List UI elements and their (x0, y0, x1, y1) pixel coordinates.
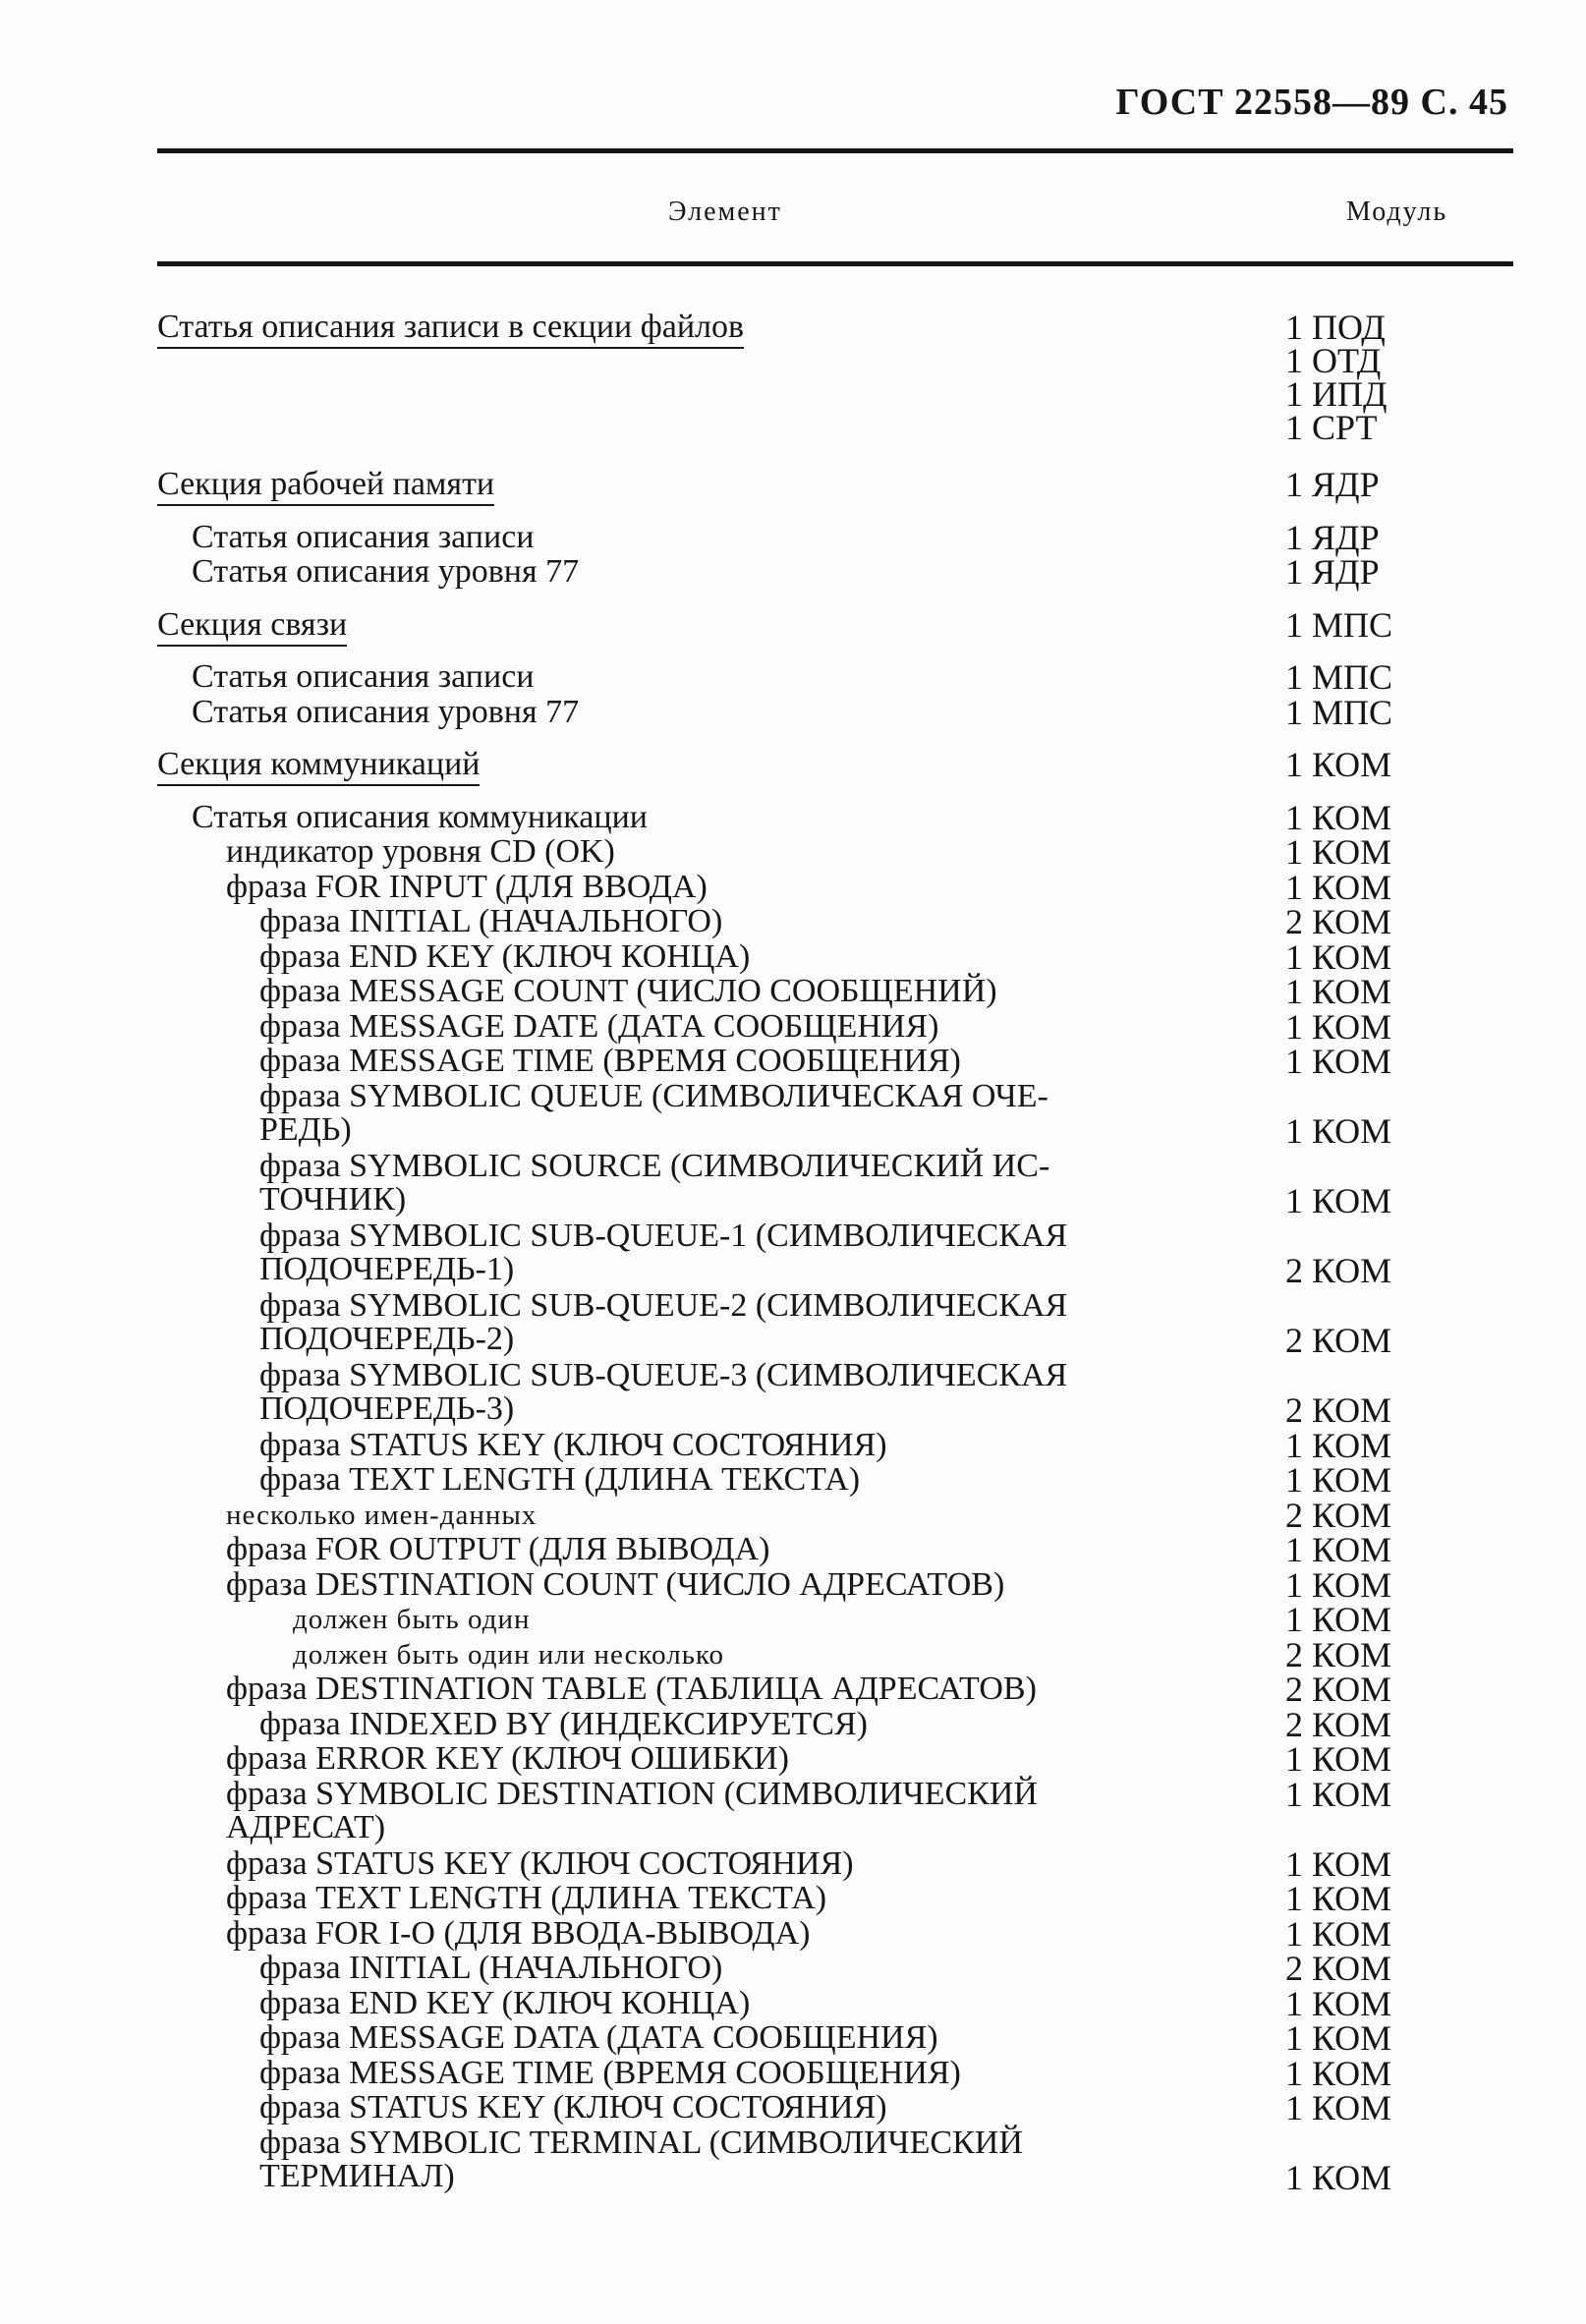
module-value: 1 КОМ (1285, 1111, 1392, 1151)
module-value: 1 КОМ (1285, 1600, 1392, 1639)
module-cell (1285, 1425, 1392, 1465)
element-name: должен быть один или несколько (293, 1638, 725, 1671)
module-value: 1 ИПД (1285, 374, 1388, 414)
element-name: фраза SYMBOLIC SUB-QUEUE-2 (СИМВОЛИЧЕСКАЯ ПОДОЧЕРЕДЬ-2) (259, 1286, 1068, 1357)
module-value: 1 КОМ (1285, 1460, 1392, 1500)
module-cell (1285, 1600, 1392, 1639)
module-cell (1285, 797, 1392, 837)
element-name: фраза END KEY (КЛЮЧ КОНЦА) (259, 1984, 751, 2021)
element-name: фраза SYMBOLIC DESTINATION (СИМВОЛИЧЕСКИЙ АДРЕСАТ) (226, 1775, 1038, 1845)
element-name: фраза DESTINATION COUNT (ЧИСЛО АДРЕСАТОВ) (226, 1565, 1005, 1603)
module-value: 2 КОМ (1285, 1670, 1392, 1709)
module-cell (1285, 1564, 1392, 1605)
element-name: Статья описания записи (192, 658, 535, 695)
module-value: 1 КОМ (1285, 1006, 1392, 1047)
element-name: индикатор уровня CD (OK) (226, 833, 615, 870)
module-value: 1 КОМ (1285, 1913, 1392, 1954)
module-cell (1285, 1321, 1392, 1360)
element-name: Секция коммуникаций (157, 748, 1258, 781)
module-value: 1 КОМ (1285, 1042, 1392, 1081)
module-cell (1285, 867, 1392, 907)
module-value: 2 КОМ (1285, 1704, 1392, 1744)
module-cell (1285, 1181, 1392, 1220)
module-cell (1285, 604, 1393, 645)
element-name: фраза INITIAL (НАЧАЛЬНОГО) (259, 1950, 723, 1986)
element-name: фраза SYMBOLIC SOURCE (СИМВОЛИЧЕСКИЙ ИС- ТОЧНИК) (259, 1147, 1050, 1218)
module-value: 1 КОМ (1285, 1425, 1392, 1465)
element-name: фраза INITIAL (НАЧАЛЬНОГО) (259, 903, 723, 939)
module-value: 2 КОМ (1285, 1495, 1392, 1535)
module-value: 1 МПС (1285, 692, 1393, 732)
module-cell (1285, 2018, 1392, 2058)
module-value: 1 ЯДР (1285, 517, 1380, 557)
module-cell (1285, 465, 1380, 504)
element-name: фраза TEXT LENGTH (ДЛИНА ТЕКСТА) (226, 1880, 827, 1916)
module-cell (1285, 2088, 1392, 2127)
module-cell (1285, 1006, 1392, 1047)
module-value: 1 ПОД (1285, 308, 1386, 347)
module-value: 1 МПС (1285, 657, 1393, 697)
module-cell (1285, 1111, 1392, 1151)
module-cell (1285, 745, 1392, 784)
module-cell (1285, 972, 1392, 1011)
module-cell (1285, 1460, 1392, 1500)
module-value: 1 КОМ (1285, 972, 1392, 1011)
header-rule (157, 261, 1513, 266)
module-cell (1285, 1983, 1392, 2023)
element-name: Статья описания записи (192, 518, 535, 555)
module-cell (1285, 1913, 1392, 1954)
element-name: Статья описания коммуникации (192, 798, 648, 835)
module-value: 1 МПС (1285, 604, 1393, 645)
module-value: 1 КОМ (1285, 1774, 1392, 1814)
element-name: фраза END KEY (КЛЮЧ КОНЦА) (259, 937, 751, 975)
module-value: 1 СРТ (1285, 408, 1378, 447)
module-value: 1 КОМ (1285, 2018, 1392, 2058)
element-name: Статья описания уровня 77 (192, 693, 580, 730)
element-name: фраза SYMBOLIC TERMINAL (СИМВОЛИЧЕСКИЙ ТЕРМИНАЛ) (259, 2124, 1023, 2194)
module-cell (1285, 1843, 1392, 1884)
element-name: фраза STATUS KEY (КЛЮЧ СОСТОЯНИЯ) (259, 2089, 887, 2126)
module-value: 2 КОМ (1285, 1390, 1392, 1430)
element-name: Секция связи (157, 608, 1258, 642)
module-value: 2 КОМ (1285, 1251, 1392, 1290)
element-name: фраза MESSAGE TIME (ВРЕМЯ СООБЩЕНИЯ) (259, 2054, 961, 2091)
module-value: 1 КОМ (1285, 832, 1392, 872)
module-cell (1285, 692, 1393, 732)
element-name: фраза DESTINATION TABLE (ТАБЛИЦА АДРЕСАТОВ) (226, 1671, 1037, 1707)
element-name: фраза SYMBOLIC SUB-QUEUE-3 (СИМВОЛИЧЕСКАЯ ПОДОЧЕРЕДЬ-3) (259, 1356, 1068, 1427)
module-value: 1 КОМ (1285, 936, 1392, 977)
module-cell (1285, 1042, 1392, 1081)
element-name: фраза TEXT LENGTH (ДЛИНА ТЕКСТА) (259, 1461, 861, 1498)
element-name: Статья описания уровня 77 (192, 553, 580, 590)
module-cell (1285, 2053, 1392, 2093)
element-name: фраза FOR OUTPUT (ДЛЯ ВЫВОДА) (226, 1531, 770, 1567)
module-cell (1285, 2158, 1392, 2197)
module-value: 2 КОМ (1285, 1949, 1392, 1988)
element-name: фраза INDEXED BY (ИНДЕКСИРУЕТСЯ) (259, 1705, 868, 1742)
module-cell (1285, 308, 1388, 447)
module-cell (1285, 1251, 1392, 1290)
column-header-element: Элемент (668, 197, 782, 227)
module-value: 2 КОМ (1285, 1321, 1392, 1360)
element-name: фраза MESSAGE DATA (ДАТА СООБЩЕНИЯ) (259, 2019, 938, 2056)
element-name: фраза ERROR KEY (КЛЮЧ ОШИБКИ) (226, 1740, 789, 1777)
module-value: 1 ЯДР (1285, 552, 1380, 592)
module-cell (1285, 552, 1380, 592)
element-name: должен быть один (293, 1604, 531, 1635)
element-name: фраза SYMBOLIC SUB-QUEUE-1 (СИМВОЛИЧЕСКАЯ ПОДОЧЕРЕДЬ-1) (259, 1217, 1068, 1287)
module-value: 1 КОМ (1285, 867, 1392, 907)
module-cell (1285, 1530, 1392, 1569)
element-name: фраза MESSAGE COUNT (ЧИСЛО СООБЩЕНИЙ) (259, 973, 997, 1009)
module-cell (1285, 1704, 1392, 1744)
module-value: 2 КОМ (1285, 902, 1392, 941)
module-cell (1285, 1879, 1392, 1918)
module-cell (1285, 832, 1392, 872)
module-value: 2 КОМ (1285, 1634, 1392, 1674)
module-value: 1 КОМ (1285, 1530, 1392, 1569)
module-value: 1 КОМ (1285, 1879, 1392, 1918)
module-value: 1 КОМ (1285, 2088, 1392, 2127)
module-value: 1 ОТД (1285, 341, 1382, 380)
module-value: 1 КОМ (1285, 1739, 1392, 1779)
module-value: 1 КОМ (1285, 1181, 1392, 1220)
module-value: 1 КОМ (1285, 1564, 1392, 1605)
module-cell (1285, 1670, 1392, 1709)
element-name: фраза MESSAGE DATE (ДАТА СООБЩЕНИЯ) (259, 1007, 939, 1045)
element-name: несколько имен-данных (226, 1499, 538, 1531)
top-rule (157, 148, 1513, 153)
module-value: 1 КОМ (1285, 745, 1392, 784)
module-value: 1 КОМ (1285, 2158, 1392, 2197)
module-cell (1285, 517, 1380, 557)
element-name: фраза FOR I-O (ДЛЯ ВВОДА-ВЫВОДА) (226, 1914, 811, 1952)
element-name: Статья описания записи в секции файлов (157, 311, 1258, 344)
module-cell (1285, 1774, 1392, 1814)
module-value: 1 КОМ (1285, 1983, 1392, 2023)
module-cell (1285, 936, 1392, 977)
module-cell (1285, 1634, 1392, 1674)
element-name: Секция рабочей памяти (157, 468, 1258, 501)
module-value: 1 КОМ (1285, 797, 1392, 837)
module-cell (1285, 657, 1393, 697)
module-cell (1285, 1739, 1392, 1779)
element-name: фраза STATUS KEY (КЛЮЧ СОСТОЯНИЯ) (226, 1844, 854, 1882)
element-name: фраза FOR INPUT (ДЛЯ ВВОДА) (226, 868, 708, 905)
element-name: фраза MESSAGE TIME (ВРЕМЯ СООБЩЕНИЯ) (259, 1043, 961, 1079)
element-name: фраза SYMBOLIC QUEUE (СИМВОЛИЧЕСКАЯ ОЧЕ- РЕДЬ) (259, 1077, 1048, 1148)
module-cell (1285, 1495, 1392, 1535)
column-header-module: Модуль (1346, 197, 1448, 227)
module-value: 1 КОМ (1285, 1843, 1392, 1884)
module-value: 1 КОМ (1285, 2053, 1392, 2093)
module-cell (1285, 1390, 1392, 1430)
module-cell (1285, 902, 1392, 941)
module-value: 1 ЯДР (1285, 465, 1380, 504)
module-cell (1285, 1949, 1392, 1988)
page-header: ГОСТ 22558—89 С. 45 (1115, 82, 1508, 123)
element-name: фраза STATUS KEY (КЛЮЧ СОСТОЯНИЯ) (259, 1426, 887, 1463)
